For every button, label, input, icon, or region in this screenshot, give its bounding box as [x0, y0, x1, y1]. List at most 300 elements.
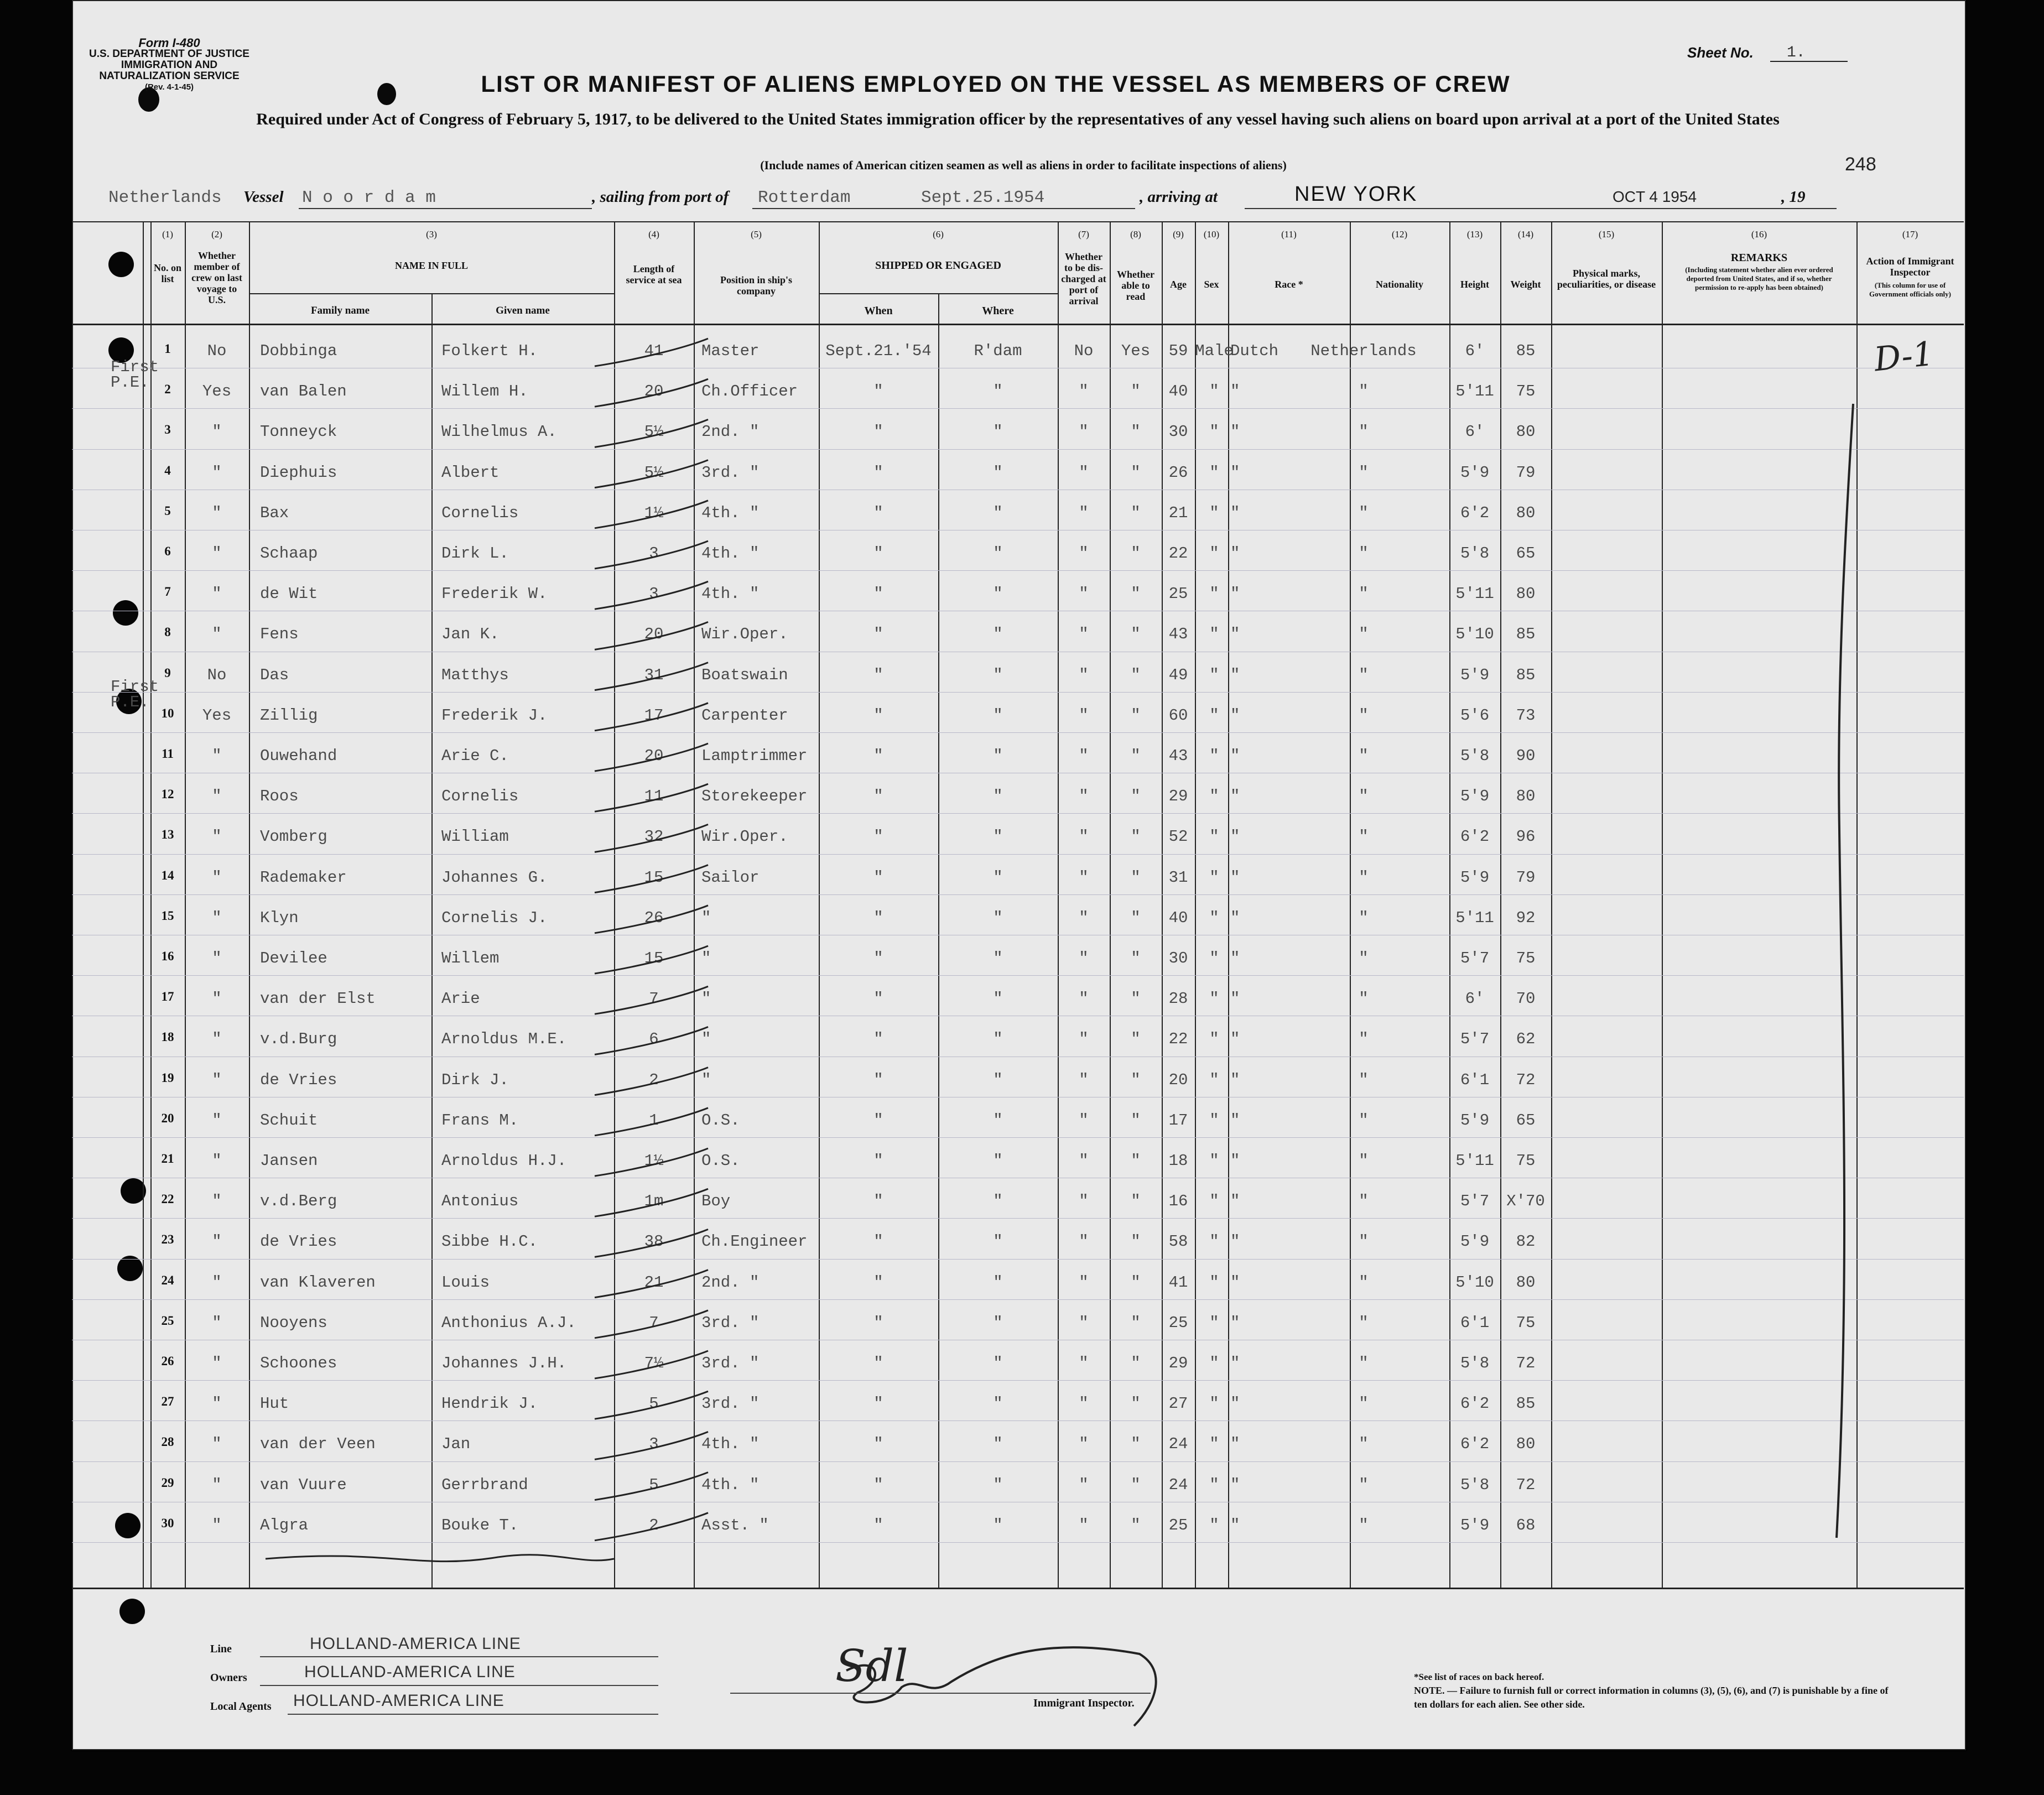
- shipped-where: ": [993, 990, 1003, 1008]
- able-to-read: ": [1131, 585, 1141, 603]
- weight: 85: [1516, 625, 1536, 644]
- family-name: van Vuure: [260, 1475, 347, 1494]
- family-name: Hut: [260, 1395, 289, 1413]
- height: 6'2: [1460, 1435, 1490, 1454]
- family-name: v.d.Burg: [260, 1030, 337, 1049]
- col-num-17: (17): [1902, 229, 1918, 240]
- nationality: ": [1359, 585, 1369, 603]
- discharged: ": [1079, 1435, 1089, 1454]
- length-of-service: 20: [644, 382, 664, 401]
- height: 5'8: [1460, 1475, 1490, 1494]
- able-to-read: ": [1131, 382, 1141, 401]
- height: 5'9: [1460, 665, 1490, 684]
- race: ": [1230, 503, 1240, 522]
- weight: 70: [1516, 990, 1536, 1008]
- last-voyage: ": [212, 787, 222, 806]
- row-number: 19: [161, 1070, 174, 1085]
- age: 25: [1168, 1516, 1188, 1534]
- shipped-when: ": [873, 625, 883, 644]
- col-num-8: (8): [1130, 229, 1141, 240]
- vessel-label: Vessel: [243, 188, 284, 206]
- service-tick: [595, 622, 708, 649]
- family-name: Dobbinga: [260, 342, 337, 360]
- inspector-mark: D-1: [1872, 334, 1936, 379]
- race: ": [1230, 908, 1240, 927]
- header-no-on-list: No. on list: [153, 262, 181, 284]
- col-num-6: (6): [933, 229, 944, 240]
- service-tick-marks: [595, 339, 708, 1541]
- last-voyage: ": [212, 503, 222, 522]
- position: ": [701, 990, 711, 1008]
- header-weight: Weight: [1510, 279, 1541, 290]
- discharged: ": [1079, 1111, 1089, 1130]
- given-name: Willem H.: [441, 382, 528, 401]
- sex: ": [1209, 1435, 1219, 1454]
- service-tick: [595, 1229, 708, 1257]
- age: 28: [1168, 990, 1188, 1008]
- position: Ch.Officer: [701, 382, 798, 401]
- length-of-service: 17: [644, 706, 664, 725]
- discharged: ": [1079, 1030, 1089, 1049]
- family-name: Schoones: [260, 1354, 337, 1372]
- age: 27: [1168, 1395, 1188, 1413]
- position: O.S.: [701, 1152, 740, 1170]
- family-name: Jansen: [260, 1152, 318, 1170]
- arrival-port: NEW YORK: [1294, 183, 1418, 206]
- position: 3rd. ": [701, 1354, 760, 1372]
- row-number: 16: [161, 949, 174, 963]
- nationality: ": [1359, 503, 1369, 522]
- age: 43: [1168, 747, 1188, 765]
- row-number: 11: [162, 747, 174, 761]
- last-voyage: ": [212, 1273, 222, 1292]
- nationality: ": [1359, 828, 1369, 846]
- last-voyage: ": [212, 949, 222, 967]
- line-label: Line: [210, 1643, 232, 1655]
- length-of-service: 1½: [644, 503, 664, 522]
- family-name: Rademaker: [260, 868, 347, 887]
- discharged: ": [1079, 1516, 1089, 1534]
- discharged: ": [1079, 1395, 1089, 1413]
- shipped-where: ": [993, 423, 1003, 441]
- last-voyage: ": [212, 828, 222, 846]
- sex: ": [1209, 463, 1219, 482]
- given-name: Frederik W.: [441, 585, 548, 603]
- age: 31: [1168, 868, 1188, 887]
- last-voyage: ": [212, 1232, 222, 1251]
- given-name: Jan K.: [441, 625, 500, 644]
- header-remarks-note: (Including statement whether alien ever ordered deported from United States, and if so, whether permission to re-apply has been obtained): [1685, 266, 1833, 292]
- given-name: Sibbe H.C.: [441, 1232, 538, 1251]
- able-to-read: ": [1131, 1354, 1141, 1372]
- nationality: ": [1359, 1030, 1369, 1049]
- service-tick: [595, 581, 708, 609]
- given-name: Cornelis: [441, 503, 519, 522]
- able-to-read: ": [1131, 423, 1141, 441]
- race: ": [1230, 1435, 1240, 1454]
- shipped-when: ": [873, 868, 883, 887]
- shipped-where: ": [993, 1516, 1003, 1534]
- col-num-12: (12): [1391, 229, 1408, 240]
- shipped-when: ": [873, 949, 883, 967]
- shipped-when: ": [873, 747, 883, 765]
- position: Wir.Oper.: [701, 625, 788, 644]
- sex: ": [1209, 908, 1219, 927]
- height: 6'2: [1460, 1395, 1490, 1413]
- last-voyage: ": [212, 544, 222, 563]
- shipped-when: ": [873, 544, 883, 563]
- family-name: de Wit: [260, 585, 318, 603]
- sex: ": [1209, 503, 1219, 522]
- able-to-read: ": [1131, 990, 1141, 1008]
- given-name: Willem: [441, 949, 500, 967]
- sex: ": [1209, 1111, 1219, 1130]
- given-name: Albert: [441, 463, 500, 482]
- penalty-note: NOTE. — Failure to furnish full or correct information in columns (3), (5), (6), and (7) is punishable by a fine of ten dollars for each alien. See other side.: [1414, 1685, 1889, 1710]
- position: 4th. ": [701, 1435, 760, 1454]
- row-number: 28: [161, 1435, 174, 1449]
- service-tick: [595, 743, 708, 771]
- weight: 90: [1516, 747, 1536, 765]
- position: 4th. ": [701, 1475, 760, 1494]
- height: 5'11: [1455, 585, 1494, 603]
- given-name: Gerrbrand: [441, 1475, 528, 1494]
- weight: 92: [1516, 908, 1536, 927]
- nationality: ": [1359, 1232, 1369, 1251]
- position: Sailor: [701, 868, 760, 887]
- nationality: ": [1359, 382, 1369, 401]
- able-to-read: ": [1131, 1030, 1141, 1049]
- able-to-read: ": [1131, 787, 1141, 806]
- shipped-where: ": [993, 1192, 1003, 1211]
- nationality: ": [1359, 1313, 1369, 1332]
- shipped-when: ": [873, 503, 883, 522]
- age: 29: [1168, 787, 1188, 806]
- family-name: van der Elst: [260, 990, 376, 1008]
- weight: X'70: [1506, 1192, 1545, 1211]
- service-tick: [595, 703, 708, 731]
- weight: 96: [1516, 828, 1536, 846]
- row-number: 2: [164, 382, 171, 397]
- header-where: Where: [982, 305, 1014, 317]
- nationality: ": [1359, 463, 1369, 482]
- race: ": [1230, 868, 1240, 887]
- shipped-where: ": [993, 1070, 1003, 1089]
- nationality: ": [1359, 665, 1369, 684]
- able-to-read: ": [1131, 544, 1141, 563]
- height: 5'9: [1460, 787, 1490, 806]
- height: 6': [1465, 423, 1485, 441]
- nationality: ": [1359, 990, 1369, 1008]
- family-name: Algra: [260, 1516, 309, 1534]
- discharged: ": [1079, 463, 1089, 482]
- given-name: William: [441, 828, 509, 846]
- header-position: Position in ship's company: [720, 274, 793, 296]
- position: ": [701, 1030, 711, 1049]
- agents-value: HOLLAND-AMERICA LINE: [293, 1692, 505, 1710]
- service-tick: [595, 1391, 708, 1419]
- given-name: Jan: [441, 1435, 471, 1454]
- given-name: Bouke T.: [441, 1516, 519, 1534]
- position: 4th. ": [701, 503, 760, 522]
- form-department: U.S. DEPARTMENT OF JUSTICE: [89, 48, 249, 60]
- service-tick: [595, 1270, 708, 1298]
- height: 5'9: [1460, 868, 1490, 887]
- service-tick: [595, 419, 708, 447]
- given-name: Matthys: [441, 665, 509, 684]
- race: ": [1230, 706, 1240, 725]
- row-number: 26: [161, 1354, 174, 1368]
- shipped-when: ": [873, 1192, 883, 1211]
- header-inspector-note: (This column for use of Government officials only): [1869, 281, 1952, 298]
- service-tick: [595, 824, 708, 852]
- sex: ": [1209, 1232, 1219, 1251]
- agents-label: Local Agents: [210, 1700, 272, 1713]
- family-name: van Klaveren: [260, 1273, 376, 1292]
- sex: ": [1209, 1030, 1219, 1049]
- height: 5'6: [1460, 706, 1490, 725]
- age: 22: [1168, 1030, 1188, 1049]
- sex: ": [1209, 868, 1219, 887]
- race: ": [1230, 423, 1240, 441]
- shipped-where: ": [993, 949, 1003, 967]
- position: 3rd. ": [701, 463, 760, 482]
- length-of-service: 1½: [644, 1152, 664, 1170]
- col-num-15: (15): [1598, 229, 1615, 240]
- last-voyage: ": [212, 1435, 222, 1454]
- able-to-read: ": [1131, 1192, 1141, 1211]
- nationality: ": [1359, 1070, 1369, 1089]
- height: 5'10: [1455, 625, 1494, 644]
- height: 5'10: [1455, 1273, 1494, 1292]
- discharged: No: [1074, 342, 1094, 360]
- family-name: Roos: [260, 787, 299, 806]
- height: 5'8: [1460, 544, 1490, 563]
- shipped-where: ": [993, 625, 1003, 644]
- header-age: Age: [1170, 279, 1187, 290]
- nationality: ": [1359, 868, 1369, 887]
- shipped-where: ": [993, 908, 1003, 927]
- weight: 79: [1516, 868, 1536, 887]
- age: 24: [1168, 1475, 1188, 1494]
- age: 52: [1168, 828, 1188, 846]
- inspector-signature: Sdl: [835, 1640, 908, 1692]
- shipped-when: ": [873, 1070, 883, 1089]
- last-voyage: ": [212, 908, 222, 927]
- owners-label: Owners: [210, 1672, 247, 1684]
- sex: ": [1209, 787, 1219, 806]
- position: Master: [701, 342, 760, 360]
- service-underline-wave: [266, 1555, 614, 1562]
- length-of-service: 20: [644, 625, 664, 644]
- shipped-where: ": [993, 463, 1003, 482]
- sailing-from-label: , sailing from port of: [592, 188, 729, 206]
- race: ": [1230, 1516, 1240, 1534]
- race: ": [1230, 747, 1240, 765]
- shipped-when: ": [873, 1516, 883, 1534]
- row-number: 1: [164, 342, 171, 356]
- header-race: Race *: [1275, 279, 1303, 290]
- position: 4th. ": [701, 544, 760, 563]
- header-name-in-full: NAME IN FULL: [394, 260, 468, 271]
- weight: 79: [1516, 463, 1536, 482]
- sex: ": [1209, 1192, 1219, 1211]
- able-to-read: ": [1131, 706, 1141, 725]
- position: Boatswain: [701, 665, 788, 684]
- able-to-read: ": [1131, 1475, 1141, 1494]
- able-to-read: Yes: [1121, 342, 1151, 360]
- row-number: 13: [161, 828, 174, 842]
- shipped-when: ": [873, 1111, 883, 1130]
- age: 49: [1168, 665, 1188, 684]
- length-of-service: 20: [644, 747, 664, 765]
- owners-underline: [260, 1685, 658, 1686]
- discharged: ": [1079, 665, 1089, 684]
- first-pe-mark: First P.E.: [111, 358, 159, 392]
- race: ": [1230, 1354, 1240, 1372]
- height: 6'1: [1460, 1313, 1490, 1332]
- last-voyage: ": [212, 625, 222, 644]
- col-num-4: (4): [648, 229, 659, 240]
- weight: 62: [1516, 1030, 1536, 1049]
- sex: ": [1209, 1395, 1219, 1413]
- position: Carpenter: [701, 706, 788, 725]
- arriving-at-label: , arriving at: [1140, 188, 1218, 206]
- last-voyage: Yes: [202, 706, 232, 725]
- row-number: 4: [164, 463, 171, 477]
- weight: 75: [1516, 1152, 1536, 1170]
- service-tick: [595, 865, 708, 893]
- line-underline: [260, 1656, 658, 1657]
- service-tick: [595, 1310, 708, 1338]
- row-number: 25: [161, 1313, 174, 1328]
- shipped-when: ": [873, 1475, 883, 1494]
- nationality: ": [1359, 747, 1369, 765]
- discharged: ": [1079, 503, 1089, 522]
- family-name: Ouwehand: [260, 747, 337, 765]
- row-number: 9: [164, 665, 171, 680]
- given-name: Dirk J.: [441, 1070, 509, 1089]
- weight: 80: [1516, 585, 1536, 603]
- length-of-service: 41: [644, 342, 664, 360]
- last-voyage: ": [212, 1111, 222, 1130]
- shipped-when: ": [873, 463, 883, 482]
- able-to-read: ": [1131, 747, 1141, 765]
- given-name: Antonius: [441, 1192, 519, 1211]
- discharged: ": [1079, 1475, 1089, 1494]
- length-of-service: 1: [649, 1111, 659, 1130]
- position: Lamptrimmer: [701, 747, 808, 765]
- arrival-date: OCT 4 1954: [1613, 188, 1697, 205]
- discharged: ": [1079, 585, 1089, 603]
- age: 22: [1168, 544, 1188, 563]
- length-of-service: 5½: [644, 463, 664, 482]
- header-family-name: Family name: [310, 305, 370, 316]
- shipped-where: ": [993, 787, 1003, 806]
- race: ": [1230, 990, 1240, 1008]
- given-name: Folkert H.: [441, 342, 538, 360]
- row-number: 8: [164, 625, 171, 639]
- col-num-9: (9): [1173, 229, 1184, 240]
- sex: ": [1209, 706, 1219, 725]
- height: 6': [1465, 342, 1485, 360]
- vessel-flag: Netherlands: [108, 188, 222, 207]
- given-name: Johannes J.H.: [441, 1354, 567, 1372]
- header-length-of-service: Length of service at sea: [626, 263, 682, 285]
- header-able-to-read: Whether able to read: [1117, 269, 1154, 302]
- shipped-when: ": [873, 665, 883, 684]
- weight: 75: [1516, 1313, 1536, 1332]
- nationality: ": [1359, 423, 1369, 441]
- sex: ": [1209, 828, 1219, 846]
- race: ": [1230, 1475, 1240, 1494]
- header-last-voyage: Whether member of crew on last voyage to U.S.: [191, 250, 242, 305]
- race: ": [1230, 1030, 1240, 1049]
- weight: 72: [1516, 1070, 1536, 1089]
- line-value: HOLLAND-AMERICA LINE: [310, 1635, 521, 1653]
- signature-underline: [730, 1693, 1151, 1694]
- last-voyage: ": [212, 1475, 222, 1494]
- position: O.S.: [701, 1111, 740, 1130]
- weight: 80: [1516, 1273, 1536, 1292]
- able-to-read: ": [1131, 828, 1141, 846]
- position: ": [701, 908, 711, 927]
- weight: 85: [1516, 342, 1536, 360]
- sex: ": [1209, 665, 1219, 684]
- weight: 65: [1516, 1111, 1536, 1130]
- last-voyage: ": [212, 747, 222, 765]
- row-number: 20: [161, 1111, 174, 1125]
- race: ": [1230, 949, 1240, 967]
- position: ": [701, 1070, 711, 1089]
- able-to-read: ": [1131, 1070, 1141, 1089]
- length-of-service: 2: [649, 1516, 659, 1534]
- col-num-2: (2): [211, 229, 222, 240]
- document-subnote: (Include names of American citizen seamen as well as aliens in order to facilitate inspections of aliens): [760, 158, 1287, 172]
- last-voyage: ": [212, 1192, 222, 1211]
- discharged: ": [1079, 828, 1089, 846]
- length-of-service: 7: [649, 1313, 659, 1332]
- height: 5'8: [1460, 1354, 1490, 1372]
- discharged: ": [1079, 990, 1089, 1008]
- height: 5'11: [1455, 1152, 1494, 1170]
- form-number: Form I-480: [138, 36, 200, 50]
- shipped-when: ": [873, 706, 883, 725]
- row-number: 5: [164, 503, 171, 518]
- given-name: Louis: [441, 1273, 490, 1292]
- service-tick: [595, 501, 708, 528]
- shipped-where: ": [993, 503, 1003, 522]
- nationality: ": [1359, 1475, 1369, 1494]
- sex: ": [1209, 747, 1219, 765]
- shipped-where: ": [993, 1030, 1003, 1049]
- row-number: 14: [161, 868, 174, 882]
- form-service: IMMIGRATION AND NATURALIZATION SERVICE: [99, 59, 240, 82]
- header-when: When: [864, 305, 893, 317]
- sex: ": [1209, 423, 1219, 441]
- row-number: 29: [161, 1475, 174, 1490]
- length-of-service: 32: [644, 828, 664, 846]
- nationality: ": [1359, 787, 1369, 806]
- position: 3rd. ": [701, 1395, 760, 1413]
- row-number: 23: [161, 1232, 174, 1247]
- race: ": [1230, 787, 1240, 806]
- height: 6'2: [1460, 828, 1490, 846]
- nationality: ": [1359, 1516, 1369, 1534]
- header-nationality: Nationality: [1375, 279, 1423, 290]
- page-number: 248: [1845, 154, 1876, 175]
- length-of-service: 31: [644, 665, 664, 684]
